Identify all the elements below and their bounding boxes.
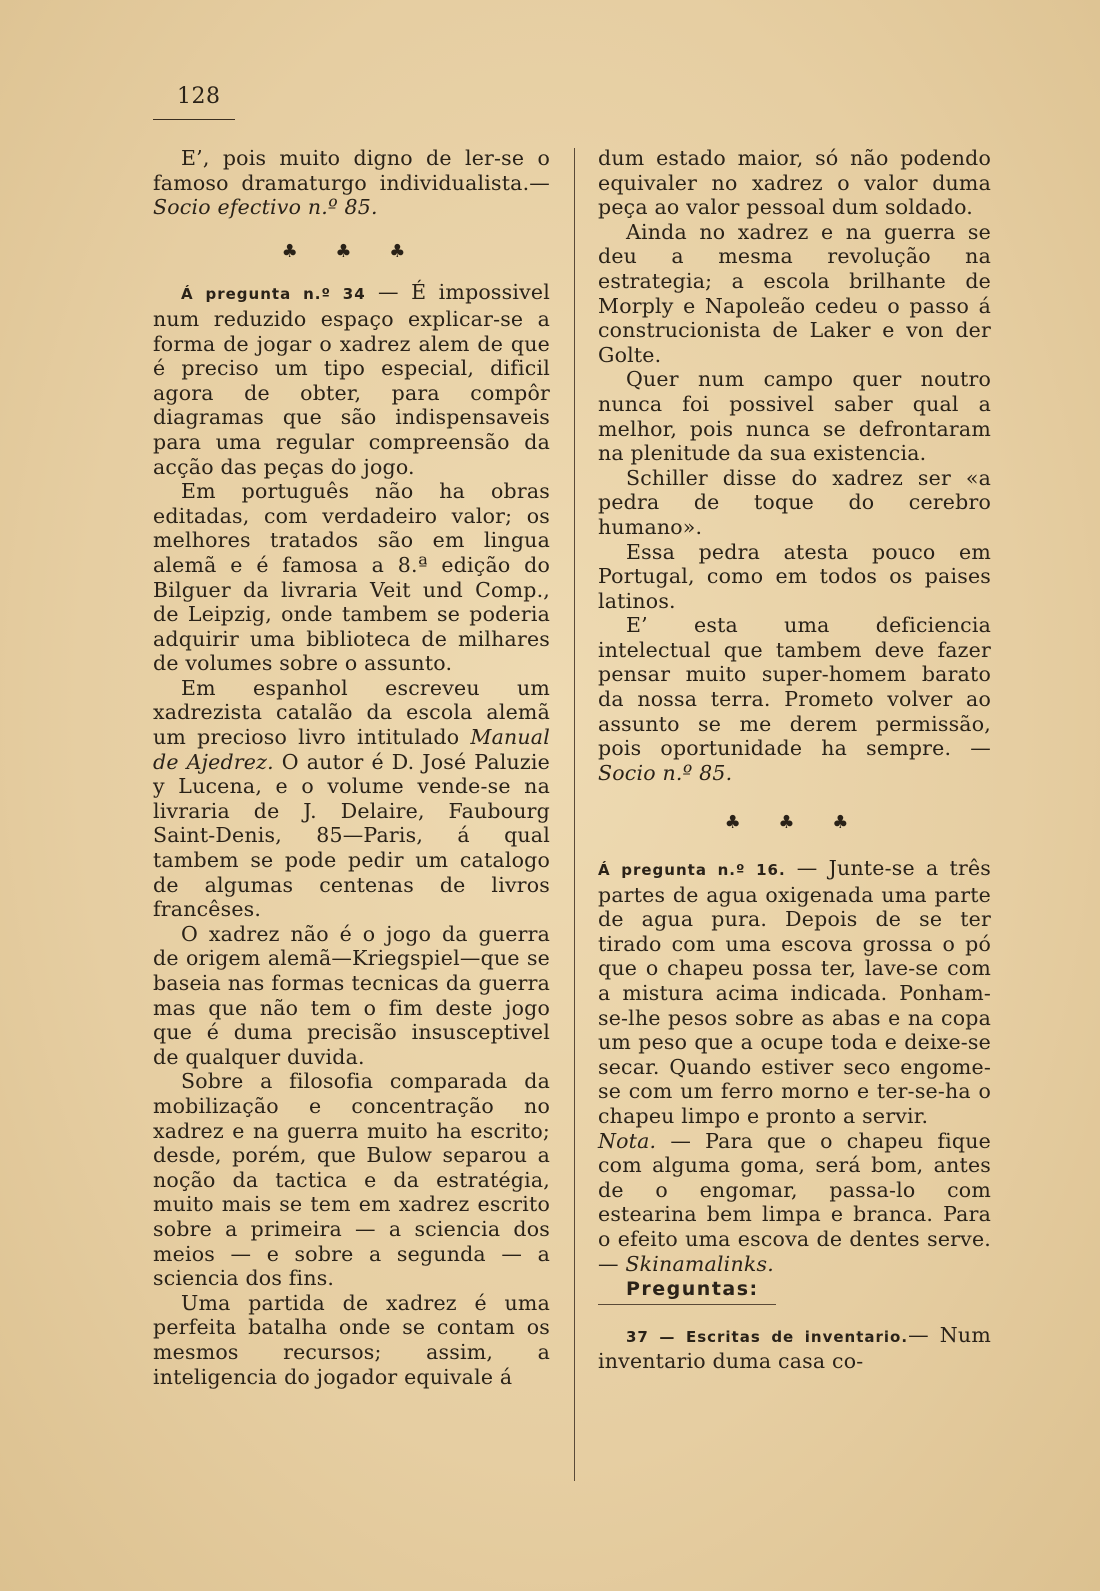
page-number-rule: [153, 119, 235, 120]
question-heading: 37 — Escritas de inventario.: [626, 1327, 909, 1346]
paragraph: Uma partida de xadrez é uma perfeita batalha onde se contam os mesmos recursos; assim, a inteligencia do jogador equivale á: [153, 1290, 550, 1389]
paragraph: [153, 146, 550, 220]
paragraph-text: Em espanhol escreveu um xadrezista catalão da escola alemã um precioso livro intitulado: [153, 675, 550, 750]
paragraph-text: O autor é D. José Paluzie y Lucena, e o volume vende-se na livraria de J. Delaire, Faubourg Saint-Denis, 85—Paris, á qual tambem se pode pedir um catalogo de algumas centenas de livros francêses.: [153, 749, 550, 922]
question-paragraph: [598, 1323, 991, 1374]
paragraph: Ainda no xadrez e na guerra se deu a mesma revolução na estrategia; a escola brilhante de Morply e Napoleão cedeu o passo á construcionista de Laker e von der Golte.: [598, 219, 991, 367]
note-paragraph: [598, 1129, 991, 1277]
signature: Socio n.º 85.: [598, 760, 733, 785]
section-title: [598, 1276, 991, 1302]
answer-heading: Á pregunta n.º 34: [181, 285, 366, 304]
paragraph: Schiller disse do xadrez ser «a pedra de toque do cerebro humano».: [598, 465, 991, 539]
answer-text: — Junte-se a três partes de agua oxigenada uma parte de agua pura. Depois de se ter tirado com uma escova grossa o pó que o chapeu possa ter, lave-se com a mistura acima indicada. Ponham-se-lhe pesos sobre as abas e na copa um peso que a ocupe toda e deixe-se secar. Quando estiver seco engome-se com um ferro morno e ter-se-ha o chapeu limpo e pronto a servir.: [598, 856, 991, 1128]
question-text: — Num inventario duma casa co-: [598, 1322, 991, 1374]
signature: Socio efectivo n.º 85.: [153, 195, 378, 220]
right-column: [598, 146, 991, 1374]
note-text: — Para que o chapeu fique com alguma goma, será bom, antes de o engomar, passa-lo com estearina bem limpa e branca. Para o efeito uma escova de dentes serve. —: [598, 1128, 991, 1276]
section-ornament: ♣ ♣ ♣: [724, 812, 865, 834]
left-column: [153, 146, 550, 1389]
note-label: Nota.: [598, 1128, 657, 1153]
paragraph: [153, 676, 550, 922]
book-title: Manual de Ajedrez.: [153, 725, 550, 774]
paragraph: Em português não ha obras editadas, com verdadeiro valor; os melhores tratados são em lingua alemã e é famosa a 8.ª edição do Bilguer da livraria Veit und Comp., de Leipzig, onde tambem se poderia adquirir uma biblioteca de milhares de volumes sobre o assunto.: [153, 479, 550, 676]
answer-paragraph: [598, 856, 991, 1129]
paragraph: O xadrez não é o jogo da guerra de origem alemã—Kriegspiel—que se baseia nas formas tecnicas da guerra mas que não tem o fim deste jogo que é duma precisão insusceptivel de qualquer duvida.: [153, 921, 550, 1069]
paragraph: dum estado maior, só não podendo equivaler no xadrez o valor duma peça ao valor pessoal dum soldado.: [598, 146, 991, 220]
page-number: 128: [177, 84, 221, 109]
section-title-rule: [598, 1304, 776, 1305]
column-divider: [574, 148, 575, 1481]
signature: Skinamalinks.: [625, 1251, 774, 1276]
answer-heading: Á pregunta n.º 16.: [598, 861, 786, 880]
answer-paragraph: [153, 280, 550, 479]
paragraph: Essa pedra atesta pouco em Portugal, como em todos os paises latinos.: [598, 539, 991, 613]
paragraph-text: E’, pois muito digno de ler-se o famoso dramaturgo individualista.—: [153, 146, 550, 195]
section-title-text: Preguntas:: [626, 1278, 759, 1301]
paragraph-text: E’ esta uma deficiencia intelectual que tambem deve fazer pensar muito super-homem barato da nossa terra. Prometo volver ao assunto se me derem permissão, pois oportunidade ha sempre. —: [598, 613, 991, 761]
answer-text: — É impossivel num reduzido espaço explicar-se a forma de jogar o xadrez alem de que é preciso um tipo especial, dificil agora de obter, para compôr diagramas que são indispensaveis para uma regular compreensão da acção das peças do jogo.: [153, 280, 550, 479]
paragraph: Sobre a filosofia comparada da mobilização e concentração no xadrez e na guerra muito ha escrito; desde, porém, que Bulow separou a noção da tactica e da estratégia, muito mais se tem em xadrez escrito sobre a primeira — a sciencia dos meios — e sobre a segunda — a sciencia dos fins.: [153, 1069, 550, 1291]
section-ornament: ♣ ♣ ♣: [281, 240, 422, 262]
paragraph: [598, 613, 991, 785]
paragraph: Quer num campo quer noutro nunca foi possivel saber qual a melhor, pois nunca se defrontaram na plenitude da sua existencia.: [598, 367, 991, 466]
